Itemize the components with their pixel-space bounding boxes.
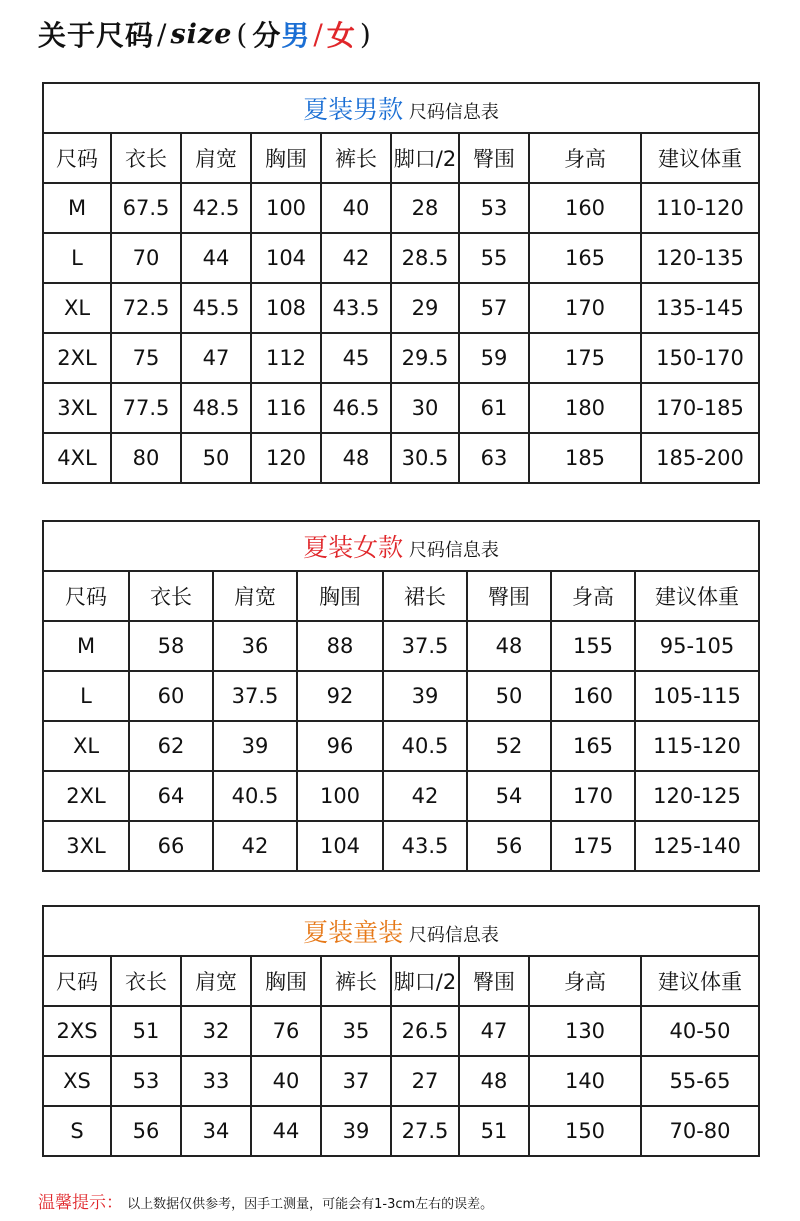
header-slash-2: / xyxy=(313,17,324,51)
table-cell: 34 xyxy=(181,1106,251,1156)
table-cell: 96 xyxy=(297,721,383,771)
table-cell: 75 xyxy=(111,333,181,383)
women-size-table xyxy=(42,520,760,872)
men-column-header: 衣长 xyxy=(111,133,181,183)
table-cell: 51 xyxy=(459,1106,529,1156)
footer-tip-text: 以上数据仅供参考，因手工测量，可能会有1-3cm左右的误差。 xyxy=(127,1197,494,1212)
table-cell: 80 xyxy=(111,433,181,483)
men-column-header: 肩宽 xyxy=(181,133,251,183)
kids-header-row xyxy=(43,956,759,1006)
women-column-header: 胸围 xyxy=(297,571,383,621)
table-cell: 42.5 xyxy=(181,183,251,233)
table-cell: 59 xyxy=(459,333,529,383)
table-cell: 60 xyxy=(129,671,213,721)
table-cell: 108 xyxy=(251,283,321,333)
men-title-main: 夏装男款 xyxy=(303,95,404,124)
table-cell: 50 xyxy=(467,671,551,721)
table-cell: 50 xyxy=(181,433,251,483)
table-cell: 112 xyxy=(251,333,321,383)
women-column-header: 肩宽 xyxy=(213,571,297,621)
men-title-sub: 尺码信息表 xyxy=(408,102,499,123)
table-cell: 150-170 xyxy=(641,333,759,383)
men-column-header: 尺码 xyxy=(43,133,111,183)
kids-column-header: 身高 xyxy=(529,956,641,1006)
table-cell: 62 xyxy=(129,721,213,771)
table-row xyxy=(43,283,759,333)
kids-column-header: 尺码 xyxy=(43,956,111,1006)
kids-title-main: 夏装童装 xyxy=(303,918,404,947)
table-cell: 70 xyxy=(111,233,181,283)
size-cell: M xyxy=(43,183,111,233)
table-cell: 115-120 xyxy=(635,721,759,771)
table-row xyxy=(43,621,759,671)
table-cell: 125-140 xyxy=(635,821,759,871)
men-header-row xyxy=(43,133,759,183)
table-row xyxy=(43,671,759,721)
table-cell: 54 xyxy=(467,771,551,821)
table-cell: 120 xyxy=(251,433,321,483)
table-cell: 48.5 xyxy=(181,383,251,433)
table-cell: 42 xyxy=(383,771,467,821)
table-row xyxy=(43,1106,759,1156)
table-cell: 48 xyxy=(467,621,551,671)
table-cell: 42 xyxy=(213,821,297,871)
size-cell: 3XL xyxy=(43,821,129,871)
women-column-header: 建议体重 xyxy=(635,571,759,621)
table-cell: 40.5 xyxy=(383,721,467,771)
table-cell: 40.5 xyxy=(213,771,297,821)
table-cell: 40 xyxy=(251,1056,321,1106)
table-cell: 44 xyxy=(181,233,251,283)
table-cell: 175 xyxy=(529,333,641,383)
table-cell: 39 xyxy=(213,721,297,771)
table-cell: 45.5 xyxy=(181,283,251,333)
table-cell: 39 xyxy=(321,1106,391,1156)
table-cell: 48 xyxy=(321,433,391,483)
table-cell: 77.5 xyxy=(111,383,181,433)
table-cell: 63 xyxy=(459,433,529,483)
women-column-header: 臀围 xyxy=(467,571,551,621)
table-cell: 36 xyxy=(213,621,297,671)
table-cell: 27 xyxy=(391,1056,459,1106)
table-row xyxy=(43,1056,759,1106)
table-row xyxy=(43,433,759,483)
table-cell: 67.5 xyxy=(111,183,181,233)
men-size-table xyxy=(42,82,760,484)
table-cell: 55 xyxy=(459,233,529,283)
table-cell: 170-185 xyxy=(641,383,759,433)
men-column-header: 脚口/2 xyxy=(391,133,459,183)
page-header xyxy=(38,14,376,54)
table-cell: 26.5 xyxy=(391,1006,459,1056)
table-cell: 47 xyxy=(459,1006,529,1056)
kids-column-header: 衣长 xyxy=(111,956,181,1006)
table-row xyxy=(43,383,759,433)
header-nan: 男 xyxy=(281,19,311,52)
women-column-header: 身高 xyxy=(551,571,635,621)
kids-column-header: 肩宽 xyxy=(181,956,251,1006)
table-cell: 72.5 xyxy=(111,283,181,333)
table-cell: 43.5 xyxy=(321,283,391,333)
women-header-row xyxy=(43,571,759,621)
kids-column-header: 臀围 xyxy=(459,956,529,1006)
men-column-header: 胸围 xyxy=(251,133,321,183)
header-close-paren: ) xyxy=(359,17,372,51)
table-cell: 155 xyxy=(551,621,635,671)
size-cell: 2XL xyxy=(43,333,111,383)
table-cell: 104 xyxy=(297,821,383,871)
table-cell: 46.5 xyxy=(321,383,391,433)
table-row xyxy=(43,771,759,821)
size-cell: M xyxy=(43,621,129,671)
size-cell: 2XL xyxy=(43,771,129,821)
table-cell: 95-105 xyxy=(635,621,759,671)
table-cell: 185-200 xyxy=(641,433,759,483)
table-cell: 92 xyxy=(297,671,383,721)
header-nv: 女 xyxy=(326,19,356,52)
table-cell: 42 xyxy=(321,233,391,283)
table-cell: 29 xyxy=(391,283,459,333)
kids-column-header: 脚口/2 xyxy=(391,956,459,1006)
table-cell: 150 xyxy=(529,1106,641,1156)
women-title-main: 夏装女款 xyxy=(303,533,404,562)
table-cell: 28 xyxy=(391,183,459,233)
table-cell: 48 xyxy=(459,1056,529,1106)
size-cell: XL xyxy=(43,721,129,771)
header-size: size xyxy=(170,18,233,50)
table-cell: 140 xyxy=(529,1056,641,1106)
table-cell: 53 xyxy=(459,183,529,233)
table-cell: 170 xyxy=(529,283,641,333)
table-cell: 57 xyxy=(459,283,529,333)
table-cell: 116 xyxy=(251,383,321,433)
table-cell: 64 xyxy=(129,771,213,821)
table-cell: 40-50 xyxy=(641,1006,759,1056)
men-column-header: 臀围 xyxy=(459,133,529,183)
table-cell: 100 xyxy=(297,771,383,821)
table-row xyxy=(43,1006,759,1056)
footer-note xyxy=(38,1188,493,1213)
table-cell: 175 xyxy=(551,821,635,871)
kids-column-header: 裤长 xyxy=(321,956,391,1006)
kids-column-header: 建议体重 xyxy=(641,956,759,1006)
table-cell: 43.5 xyxy=(383,821,467,871)
table-cell: 45 xyxy=(321,333,391,383)
table-cell: 70-80 xyxy=(641,1106,759,1156)
size-cell: 3XL xyxy=(43,383,111,433)
table-cell: 37 xyxy=(321,1056,391,1106)
header-fen: 分 xyxy=(252,19,282,52)
table-cell: 28.5 xyxy=(391,233,459,283)
header-title: 关于尺码 xyxy=(38,19,155,52)
table-cell: 185 xyxy=(529,433,641,483)
table-cell: 30 xyxy=(391,383,459,433)
table-cell: 39 xyxy=(383,671,467,721)
table-row xyxy=(43,333,759,383)
table-row xyxy=(43,183,759,233)
header-open-paren: ( xyxy=(236,17,249,51)
table-cell: 110-120 xyxy=(641,183,759,233)
table-cell: 165 xyxy=(529,233,641,283)
table-cell: 56 xyxy=(467,821,551,871)
table-cell: 180 xyxy=(529,383,641,433)
size-cell: L xyxy=(43,233,111,283)
kids-size-table xyxy=(42,905,760,1157)
kids-column-header: 胸围 xyxy=(251,956,321,1006)
size-cell: 2XS xyxy=(43,1006,111,1056)
men-column-header: 建议体重 xyxy=(641,133,759,183)
table-cell: 53 xyxy=(111,1056,181,1106)
table-cell: 105-115 xyxy=(635,671,759,721)
table-cell: 104 xyxy=(251,233,321,283)
table-cell: 130 xyxy=(529,1006,641,1056)
table-cell: 66 xyxy=(129,821,213,871)
table-cell: 120-125 xyxy=(635,771,759,821)
table-cell: 76 xyxy=(251,1006,321,1056)
header-slash: / xyxy=(157,17,168,51)
women-table-title xyxy=(43,521,759,571)
table-cell: 56 xyxy=(111,1106,181,1156)
size-cell: XL xyxy=(43,283,111,333)
table-cell: 100 xyxy=(251,183,321,233)
table-cell: 120-135 xyxy=(641,233,759,283)
men-table-title xyxy=(43,83,759,133)
table-cell: 35 xyxy=(321,1006,391,1056)
kids-title-sub: 尺码信息表 xyxy=(408,925,499,946)
table-cell: 61 xyxy=(459,383,529,433)
table-cell: 40 xyxy=(321,183,391,233)
footer-tip-label: 温馨提示： xyxy=(38,1193,123,1213)
table-cell: 88 xyxy=(297,621,383,671)
table-cell: 47 xyxy=(181,333,251,383)
size-cell: L xyxy=(43,671,129,721)
table-cell: 58 xyxy=(129,621,213,671)
table-cell: 51 xyxy=(111,1006,181,1056)
table-cell: 32 xyxy=(181,1006,251,1056)
table-cell: 135-145 xyxy=(641,283,759,333)
table-cell: 33 xyxy=(181,1056,251,1106)
table-row xyxy=(43,233,759,283)
men-column-header: 身高 xyxy=(529,133,641,183)
table-row xyxy=(43,821,759,871)
table-cell: 37.5 xyxy=(383,621,467,671)
size-cell: 4XL xyxy=(43,433,111,483)
table-cell: 160 xyxy=(529,183,641,233)
kids-table-title xyxy=(43,906,759,956)
women-column-header: 尺码 xyxy=(43,571,129,621)
table-cell: 37.5 xyxy=(213,671,297,721)
women-title-sub: 尺码信息表 xyxy=(408,540,499,561)
table-cell: 29.5 xyxy=(391,333,459,383)
women-column-header: 衣长 xyxy=(129,571,213,621)
men-column-header: 裤长 xyxy=(321,133,391,183)
women-column-header: 裙长 xyxy=(383,571,467,621)
table-cell: 52 xyxy=(467,721,551,771)
table-cell: 27.5 xyxy=(391,1106,459,1156)
size-cell: XS xyxy=(43,1056,111,1106)
table-cell: 160 xyxy=(551,671,635,721)
table-row xyxy=(43,721,759,771)
table-cell: 44 xyxy=(251,1106,321,1156)
size-cell: S xyxy=(43,1106,111,1156)
table-cell: 170 xyxy=(551,771,635,821)
table-cell: 55-65 xyxy=(641,1056,759,1106)
table-cell: 30.5 xyxy=(391,433,459,483)
table-cell: 165 xyxy=(551,721,635,771)
